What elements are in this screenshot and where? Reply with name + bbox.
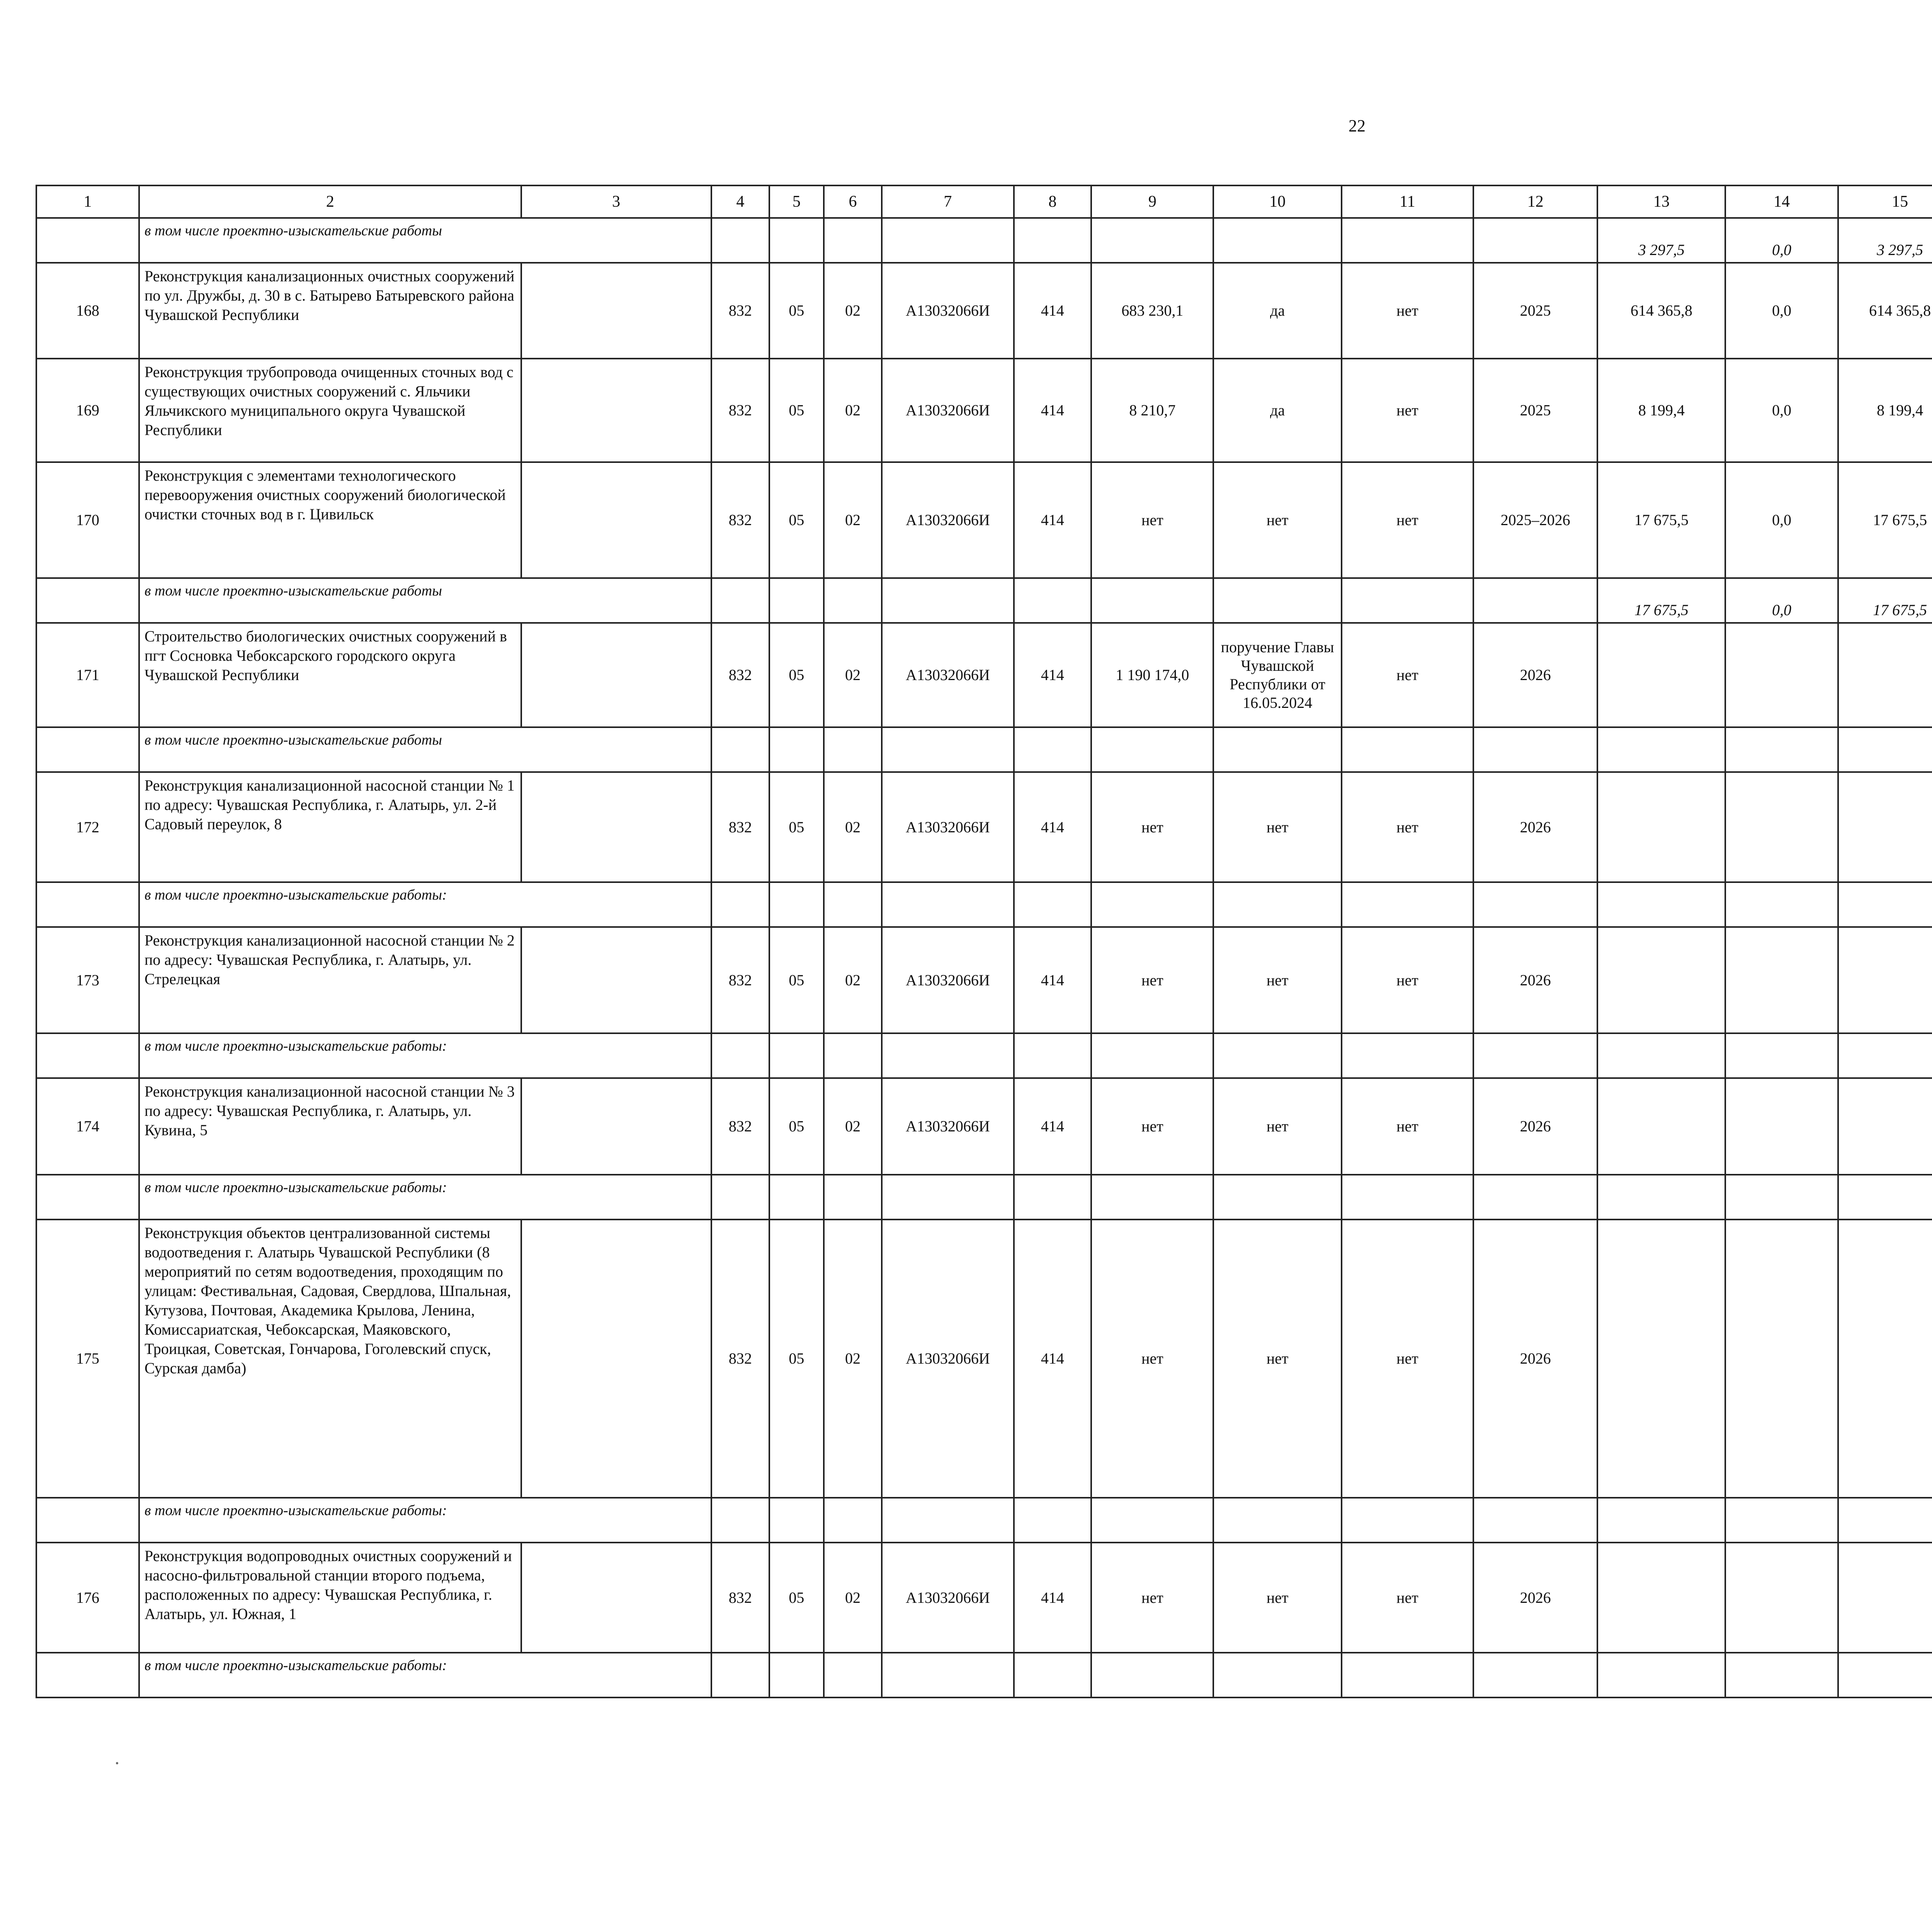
cell-col-14 [1725,1078,1838,1175]
column-header: 5 [769,185,824,218]
cell-col-9 [1091,218,1213,263]
cell-col-14 [1725,772,1838,882]
cell-col-7 [882,882,1014,927]
cell-col-11 [1342,1175,1473,1220]
cell-col-13 [1597,927,1725,1033]
cell-col-6: 02 [824,927,882,1033]
cell-col-13: 3 297,5 [1597,218,1725,263]
cell-col-14: 0,0 [1725,578,1838,623]
object-name: Реконструкция трубопровода очищенных сточных вод с существующих очистных сооружений с. Яльчики Яльчикского муниципального округа Чувашской Республики [139,359,521,462]
cell-col-5 [769,727,824,772]
row-number: 174 [36,1078,139,1175]
cell-col-8: 414 [1014,462,1092,578]
cell-col-15: 17 675,5 [1838,462,1932,578]
cell-col-9: нет [1091,927,1213,1033]
cell-col-14 [1725,882,1838,927]
cell-col-12: 2026 [1473,1220,1597,1498]
cell-col-7 [882,727,1014,772]
cell-col-15 [1838,1220,1932,1498]
cell-col-4: 832 [711,927,770,1033]
cell-col-14 [1725,623,1838,727]
row-number-cell [36,1033,139,1078]
cell-col-7 [882,218,1014,263]
cell-col-9: нет [1091,462,1213,578]
cell-col-6 [824,1498,882,1543]
row-number-cell [36,882,139,927]
cell-col-6: 02 [824,623,882,727]
subtotal-label: в том числе проектно-изыскательские работы [139,578,711,623]
subtotal-row [36,727,1932,772]
cell-col-4 [711,727,770,772]
row-number-cell [36,578,139,623]
cell-col-7: А13032066И [882,623,1014,727]
cell-col-11 [1342,1653,1473,1697]
cell-col-9: нет [1091,1543,1213,1653]
cell-col-15 [1838,1543,1932,1653]
cell-col-5: 05 [769,1078,824,1175]
cell-col-5: 05 [769,1220,824,1498]
subtotal-label: в том числе проектно-изыскательские работы: [139,1175,711,1220]
cell-col-6: 02 [824,1078,882,1175]
cell-col-7: А13032066И [882,359,1014,462]
cell-col-5 [769,218,824,263]
column-header: 8 [1014,185,1092,218]
cell-col-8 [1014,1498,1092,1543]
object-name: Реконструкция с элементами технологического перевооружения очистных сооружений биологической очистки сточных вод в г. Цивильск [139,462,521,578]
subtotal-row [36,1033,1932,1078]
cell-col-8: 414 [1014,772,1092,882]
cell-col-9 [1091,1033,1213,1078]
subtotal-label: в том числе проектно-изыскательские работы: [139,1653,711,1697]
cell-col-3 [521,927,711,1033]
subtotal-label: в том числе проектно-изыскательские работы: [139,882,711,927]
cell-col-4: 832 [711,1078,770,1175]
cell-col-13 [1597,623,1725,727]
cell-col-11 [1342,1498,1473,1543]
cell-col-7: А13032066И [882,927,1014,1033]
cell-col-14 [1725,927,1838,1033]
cell-col-7: А13032066И [882,1220,1014,1498]
cell-col-4 [711,1033,770,1078]
subtotal-label: в том числе проектно-изыскательские работы [139,218,711,263]
cell-col-6: 02 [824,263,882,359]
cell-col-11: нет [1342,1543,1473,1653]
table-row [36,623,1932,727]
cell-col-12: 2026 [1473,1078,1597,1175]
cell-col-11 [1342,727,1473,772]
column-header: 10 [1213,185,1341,218]
cell-col-5: 05 [769,1543,824,1653]
table-row [36,927,1932,1033]
cell-col-8 [1014,1653,1092,1697]
cell-col-15 [1838,882,1932,927]
cell-col-4 [711,1498,770,1543]
row-number-cell [36,218,139,263]
cell-col-8: 414 [1014,1078,1092,1175]
object-name: Реконструкция канализационной насосной станции № 3 по адресу: Чувашская Республика, г. Алатырь, ул. Кувина, 5 [139,1078,521,1175]
cell-col-12: 2026 [1473,927,1597,1033]
cell-col-6: 02 [824,1220,882,1498]
cell-col-13 [1597,1033,1725,1078]
cell-col-8 [1014,727,1092,772]
cell-col-8: 414 [1014,263,1092,359]
cell-col-10: нет [1213,1220,1341,1498]
cell-col-12 [1473,1653,1597,1697]
cell-col-11: нет [1342,1078,1473,1175]
cell-col-11: нет [1342,263,1473,359]
cell-col-10 [1213,1175,1341,1220]
cell-col-12 [1473,1175,1597,1220]
cell-col-4: 832 [711,263,770,359]
cell-col-7 [882,1498,1014,1543]
cell-col-13 [1597,1498,1725,1543]
cell-col-9: 1 190 174,0 [1091,623,1213,727]
cell-col-10 [1213,1498,1341,1543]
subtotal-label: в том числе проектно-изыскательские работы [139,727,711,772]
row-number: 173 [36,927,139,1033]
cell-col-9 [1091,727,1213,772]
cell-col-14 [1725,1498,1838,1543]
table-row [36,359,1932,462]
cell-col-5 [769,1498,824,1543]
object-name: Строительство биологических очистных сооружений в пгт Сосновка Чебоксарского городского округа Чувашской Республики [139,623,521,727]
cell-col-11: нет [1342,623,1473,727]
cell-col-4: 832 [711,462,770,578]
cell-col-5: 05 [769,263,824,359]
cell-col-5 [769,578,824,623]
column-header: 2 [139,185,521,218]
cell-col-12: 2026 [1473,623,1597,727]
cell-col-15 [1838,727,1932,772]
cell-col-10: нет [1213,462,1341,578]
cell-col-7 [882,1175,1014,1220]
cell-col-5 [769,1175,824,1220]
row-number: 175 [36,1220,139,1498]
cell-col-5: 05 [769,927,824,1033]
cell-col-8: 414 [1014,1543,1092,1653]
cell-col-8: 414 [1014,623,1092,727]
cell-col-14 [1725,1543,1838,1653]
header-row [36,185,1932,218]
cell-col-12: 2026 [1473,772,1597,882]
row-number: 170 [36,462,139,578]
cell-col-10: да [1213,263,1341,359]
column-header: 14 [1725,185,1838,218]
cell-col-13: 614 365,8 [1597,263,1725,359]
table-row [36,1078,1932,1175]
cell-col-14 [1725,1653,1838,1697]
cell-col-10: нет [1213,772,1341,882]
cell-col-10: нет [1213,1078,1341,1175]
table-row [36,263,1932,359]
cell-col-13: 17 675,5 [1597,578,1725,623]
cell-col-10 [1213,1033,1341,1078]
cell-col-12: 2025 [1473,359,1597,462]
cell-col-5 [769,1033,824,1078]
cell-col-14 [1725,1175,1838,1220]
cell-col-9: нет [1091,772,1213,882]
cell-col-4 [711,218,770,263]
cell-col-8 [1014,1033,1092,1078]
cell-col-11: нет [1342,772,1473,882]
cell-col-5: 05 [769,462,824,578]
table-row [36,772,1932,882]
cell-col-8: 414 [1014,359,1092,462]
row-number-cell [36,1498,139,1543]
cell-col-8 [1014,882,1092,927]
column-header: 6 [824,185,882,218]
cell-col-6 [824,1033,882,1078]
cell-col-10 [1213,727,1341,772]
cell-col-3 [521,462,711,578]
cell-col-13 [1597,727,1725,772]
cell-col-15 [1838,1653,1932,1697]
column-header: 4 [711,185,770,218]
cell-col-9: нет [1091,1220,1213,1498]
cell-col-15 [1838,1033,1932,1078]
cell-col-15 [1838,1175,1932,1220]
cell-col-3 [521,1078,711,1175]
object-name: Реконструкция канализационной насосной станции № 1 по адресу: Чувашская Республика, г. Алатырь, ул. 2-й Садовый переулок, 8 [139,772,521,882]
cell-col-6: 02 [824,359,882,462]
cell-col-10 [1213,578,1341,623]
cell-col-4: 832 [711,623,770,727]
cell-col-3 [521,263,711,359]
cell-col-7 [882,1033,1014,1078]
cell-col-12: 2026 [1473,1543,1597,1653]
cell-col-7: А13032066И [882,263,1014,359]
cell-col-12 [1473,578,1597,623]
subtotal-row [36,1653,1932,1697]
subtotal-label: в том числе проектно-изыскательские работы: [139,1033,711,1078]
data-table [36,185,1932,1698]
cell-col-12 [1473,1033,1597,1078]
cell-col-14 [1725,727,1838,772]
cell-col-10: да [1213,359,1341,462]
cell-col-3 [521,772,711,882]
subtotal-label: в том числе проектно-изыскательские работы: [139,1498,711,1543]
row-number-cell [36,727,139,772]
cell-col-11: нет [1342,462,1473,578]
cell-col-4: 832 [711,1543,770,1653]
cell-col-4: 832 [711,772,770,882]
cell-col-7: А13032066И [882,772,1014,882]
cell-col-8 [1014,218,1092,263]
cell-col-6 [824,578,882,623]
cell-col-6: 02 [824,462,882,578]
cell-col-9 [1091,1653,1213,1697]
cell-col-15: 614 365,8 [1838,263,1932,359]
cell-col-5 [769,1653,824,1697]
cell-col-14: 0,0 [1725,359,1838,462]
cell-col-10 [1213,218,1341,263]
row-number: 169 [36,359,139,462]
cell-col-6 [824,727,882,772]
cell-col-9 [1091,882,1213,927]
cell-col-13 [1597,1220,1725,1498]
cell-col-7: А13032066И [882,1543,1014,1653]
cell-col-7: А13032066И [882,1078,1014,1175]
cell-col-7: А13032066И [882,462,1014,578]
row-number: 172 [36,772,139,882]
cell-col-14 [1725,1220,1838,1498]
cell-col-9 [1091,1175,1213,1220]
cell-col-11 [1342,218,1473,263]
cell-col-4 [711,1175,770,1220]
cell-col-9: 8 210,7 [1091,359,1213,462]
object-name: Реконструкция водопроводных очистных сооружений и насосно-фильтровальной станции второго подъема, расположенных по адресу: Чувашская Республика, г. Алатырь, ул. Южная, 1 [139,1543,521,1653]
cell-col-13 [1597,772,1725,882]
column-header: 11 [1342,185,1473,218]
cell-col-6 [824,1175,882,1220]
cell-col-14: 0,0 [1725,462,1838,578]
subtotal-row [36,1175,1932,1220]
cell-col-11 [1342,578,1473,623]
cell-col-4: 832 [711,1220,770,1498]
subtotal-row [36,218,1932,263]
cell-col-3 [521,1220,711,1498]
cell-col-4 [711,882,770,927]
cell-col-15: 3 297,5 [1838,218,1932,263]
column-header: 9 [1091,185,1213,218]
table-body [36,185,1932,1697]
cell-col-12 [1473,882,1597,927]
object-name: Реконструкция канализационных очистных сооружений по ул. Дружбы, д. 30 в с. Батырево Батыревского района Чувашской Республики [139,263,521,359]
cell-col-11: нет [1342,359,1473,462]
cell-col-9 [1091,1498,1213,1543]
cell-col-8: 414 [1014,927,1092,1033]
cell-col-15: 8 199,4 [1838,359,1932,462]
cell-col-10 [1213,882,1341,927]
cell-col-12 [1473,218,1597,263]
cell-col-11 [1342,1033,1473,1078]
cell-col-13: 8 199,4 [1597,359,1725,462]
cell-col-12: 2025 [1473,263,1597,359]
cell-col-9: нет [1091,1078,1213,1175]
table-row [36,1220,1932,1498]
cell-col-10: поручение Главы Чувашской Республики от 16.05.2024 [1213,623,1341,727]
object-name: Реконструкция канализационной насосной станции № 2 по адресу: Чувашская Республика, г. Алатырь, ул. Стрелецкая [139,927,521,1033]
table-row [36,1543,1932,1653]
cell-col-4 [711,1653,770,1697]
column-header: 3 [521,185,711,218]
cell-col-12: 2025–2026 [1473,462,1597,578]
data-table-container [36,185,1932,1698]
cell-col-3 [521,1543,711,1653]
cell-col-15 [1838,1498,1932,1543]
cell-col-13 [1597,882,1725,927]
cell-col-6 [824,218,882,263]
column-header: 12 [1473,185,1597,218]
cell-col-5: 05 [769,359,824,462]
cell-col-14 [1725,1033,1838,1078]
cell-col-11: нет [1342,1220,1473,1498]
subtotal-row [36,882,1932,927]
table-row [36,462,1932,578]
cell-col-6: 02 [824,772,882,882]
cell-col-5 [769,882,824,927]
cell-col-13: 17 675,5 [1597,462,1725,578]
cell-col-13 [1597,1543,1725,1653]
page-number: 22 [1349,116,1366,135]
cell-col-3 [521,359,711,462]
cell-col-15 [1838,1078,1932,1175]
cell-col-15 [1838,927,1932,1033]
scan-speck [116,1762,118,1764]
cell-col-10: нет [1213,927,1341,1033]
cell-col-13 [1597,1078,1725,1175]
cell-col-11: нет [1342,927,1473,1033]
cell-col-5: 05 [769,623,824,727]
subtotal-row [36,578,1932,623]
column-header: 1 [36,185,139,218]
cell-col-3 [521,623,711,727]
cell-col-6 [824,1653,882,1697]
cell-col-14: 0,0 [1725,263,1838,359]
cell-col-4: 832 [711,359,770,462]
cell-col-15 [1838,772,1932,882]
cell-col-8: 414 [1014,1220,1092,1498]
row-number: 168 [36,263,139,359]
column-header: 13 [1597,185,1725,218]
cell-col-8 [1014,1175,1092,1220]
cell-col-13 [1597,1175,1725,1220]
cell-col-9 [1091,578,1213,623]
object-name: Реконструкция объектов централизованной системы водоотведения г. Алатырь Чувашской Республики (8 мероприятий по сетям водоотведения, проходящим по улицам: Фестивальная, Садовая, Свердлова, Шпальная, Кутузова, Почтовая, Академика Крылова, Ленина, Комиссариатская, Чебоксарская, Маяковского, Троицкая, Советская, Гончарова, Гоголевский спуск, Сурская дамба) [139,1220,521,1498]
cell-col-7 [882,578,1014,623]
cell-col-6: 02 [824,1543,882,1653]
cell-col-5: 05 [769,772,824,882]
subtotal-row [36,1498,1932,1543]
cell-col-10 [1213,1653,1341,1697]
column-header: 15 [1838,185,1932,218]
row-number: 171 [36,623,139,727]
cell-col-11 [1342,882,1473,927]
cell-col-8 [1014,578,1092,623]
cell-col-6 [824,882,882,927]
row-number-cell [36,1175,139,1220]
row-number: 176 [36,1543,139,1653]
cell-col-12 [1473,727,1597,772]
cell-col-7 [882,1653,1014,1697]
cell-col-15 [1838,623,1932,727]
cell-col-9: 683 230,1 [1091,263,1213,359]
cell-col-15: 17 675,5 [1838,578,1932,623]
column-header: 7 [882,185,1014,218]
cell-col-10: нет [1213,1543,1341,1653]
cell-col-4 [711,578,770,623]
cell-col-14: 0,0 [1725,218,1838,263]
cell-col-13 [1597,1653,1725,1697]
row-number-cell [36,1653,139,1697]
cell-col-12 [1473,1498,1597,1543]
